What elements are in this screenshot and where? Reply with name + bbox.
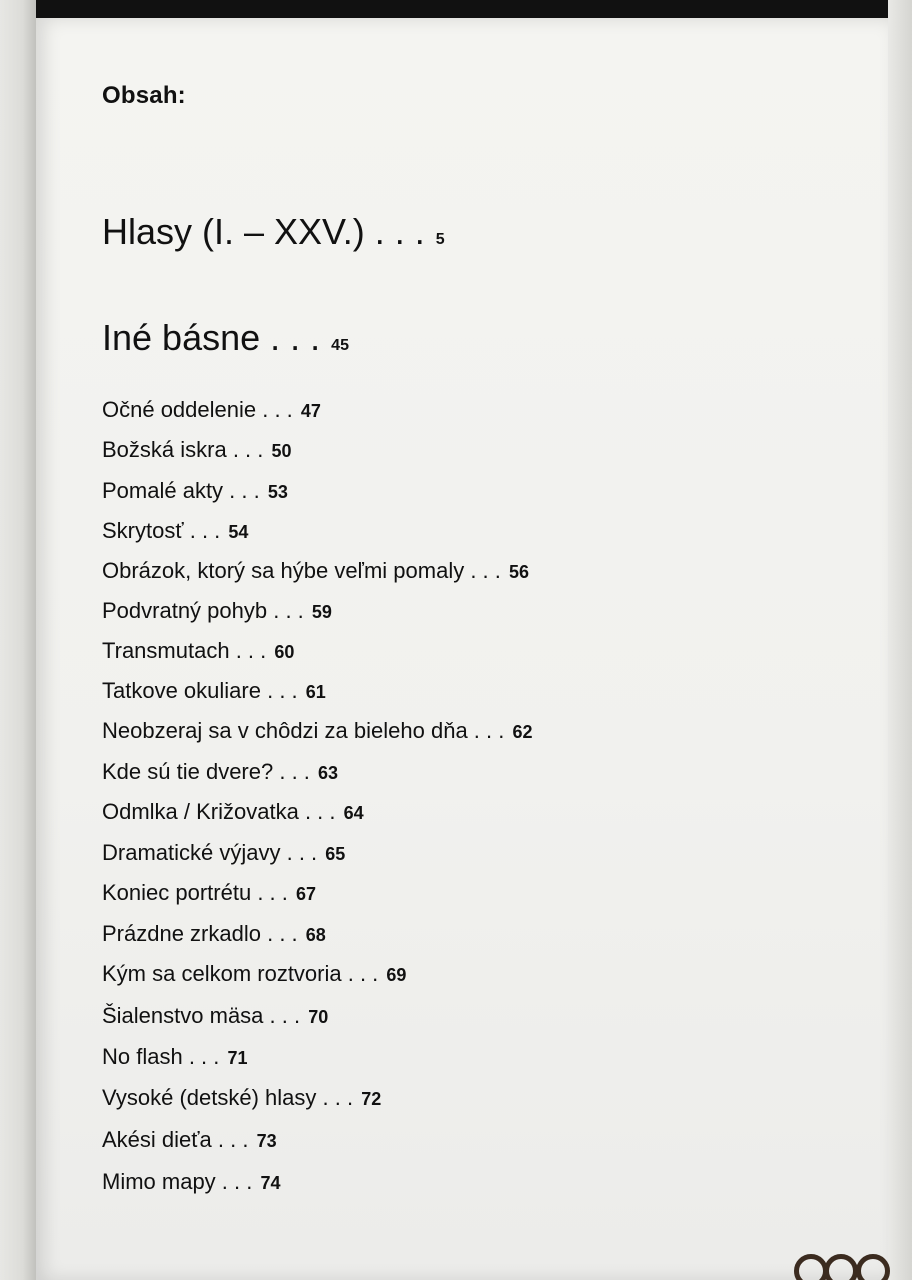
entry-title: No flash — [102, 1044, 183, 1069]
toc-entry — [102, 920, 326, 949]
entry-title: Neobzeraj sa v chôdzi za bieleho dňa — [102, 718, 468, 743]
section-dots: . . . — [260, 317, 321, 358]
entry-dots: . . . — [267, 598, 310, 623]
binding-ring — [824, 1254, 858, 1280]
entry-page-number: 72 — [361, 1089, 382, 1109]
entry-dots: . . . — [223, 478, 266, 503]
entry-dots: . . . — [260, 678, 304, 703]
toc-entry — [102, 436, 292, 465]
entry-dots: . . . — [280, 840, 324, 865]
entry-dots: . . . — [256, 397, 299, 422]
binding-ring — [794, 1254, 828, 1280]
book-left-edge — [0, 0, 38, 1280]
entry-title: Božská iskra — [102, 437, 227, 462]
entry-title: Podvratný pohyb — [102, 598, 268, 623]
toc-entry — [102, 1168, 281, 1197]
toc-entry — [102, 839, 345, 868]
entry-title: Kde sú tie dvere? — [102, 759, 274, 784]
toc-entry — [102, 637, 294, 666]
entry-dots: . . . — [229, 638, 273, 663]
entry-page-number: 70 — [308, 1007, 329, 1027]
entry-title: Kým sa celkom roztvoria — [102, 961, 342, 986]
entry-dots: . . . — [273, 759, 317, 784]
entry-dots: . . . — [263, 1003, 307, 1028]
entry-dots: . . . — [341, 961, 385, 986]
entry-page-number: 53 — [267, 482, 288, 502]
book-right-edge — [888, 0, 912, 1280]
entry-title: Koniec portrétu — [102, 880, 252, 905]
entry-dots: . . . — [298, 799, 342, 824]
entry-page-number: 56 — [509, 562, 530, 582]
toc-entry — [102, 597, 332, 626]
entry-page-number: 68 — [305, 925, 326, 945]
entry-title: Mimo mapy — [102, 1169, 216, 1194]
entry-title: Obrázok, ktorý sa hýbe veľmi pomaly — [102, 558, 465, 583]
entry-title: Odmlka / Križovatka — [102, 799, 299, 824]
toc-entry — [102, 1084, 381, 1113]
entry-title: Akési dieťa — [102, 1127, 212, 1152]
entry-page-number: 67 — [296, 884, 317, 904]
toc-entry — [102, 477, 288, 506]
entry-page-number: 60 — [274, 642, 295, 662]
section-title: Hlasy (I. – XXV.) — [102, 211, 365, 252]
entry-page-number: 62 — [512, 722, 533, 742]
entry-title: Prázdne zrkadlo — [102, 921, 261, 946]
toc-entry — [102, 960, 406, 989]
toc-entry — [102, 717, 533, 746]
toc-entry — [102, 1002, 328, 1031]
entry-title: Tatkove okuliare — [102, 678, 261, 703]
toc-entry — [102, 1126, 277, 1155]
entry-page-number: 47 — [300, 401, 321, 421]
entry-page-number: 74 — [260, 1173, 281, 1193]
toc-title: Obsah: — [102, 82, 186, 109]
toc-entry — [102, 557, 529, 586]
entry-page-number: 54 — [228, 522, 249, 542]
section-title: Iné básne — [102, 317, 261, 358]
entry-dots: . . . — [251, 880, 294, 905]
entry-title: Transmutach — [102, 638, 230, 663]
entry-title: Očné oddelenie — [102, 397, 257, 422]
entry-page-number: 59 — [311, 602, 332, 622]
entry-page-number: 65 — [325, 844, 346, 864]
entry-page-number: 61 — [305, 682, 326, 702]
entry-dots: . . . — [316, 1085, 360, 1110]
entry-dots: . . . — [182, 1044, 226, 1069]
toc-entry — [102, 677, 326, 706]
toc-entry — [102, 758, 338, 787]
entry-title: Vysoké (detské) hlasy — [102, 1085, 317, 1110]
section-page-number: 5 — [435, 231, 445, 248]
binding-ring — [856, 1254, 890, 1280]
entry-title: Skrytosť — [102, 518, 184, 543]
entry-page-number: 71 — [227, 1048, 248, 1068]
section-hlasy — [102, 212, 445, 260]
toc-entry — [102, 879, 316, 908]
spiral-binding — [794, 1256, 904, 1280]
section-dots: . . . — [364, 211, 425, 252]
toc-entry — [102, 798, 364, 827]
entry-dots: . . . — [464, 558, 508, 583]
entry-title: Pomalé akty — [102, 478, 224, 503]
toc-entry — [102, 517, 248, 546]
section-page-number: 45 — [331, 337, 349, 354]
top-dark-border — [36, 0, 912, 18]
toc-entry — [102, 396, 321, 425]
toc-entry — [102, 1043, 248, 1072]
entry-page-number: 64 — [343, 803, 364, 823]
entry-dots: . . . — [215, 1169, 259, 1194]
entry-title: Šialenstvo mäsa — [102, 1003, 264, 1028]
entry-page-number: 50 — [271, 441, 292, 461]
entry-dots: . . . — [183, 518, 227, 543]
entry-dots: . . . — [211, 1127, 255, 1152]
entry-dots: . . . — [260, 921, 304, 946]
entry-page-number: 73 — [256, 1131, 277, 1151]
entry-title: Dramatické výjavy — [102, 840, 281, 865]
section-ine-basne — [102, 318, 349, 366]
entry-page-number: 69 — [386, 965, 407, 985]
entry-dots: . . . — [226, 437, 270, 462]
entry-dots: . . . — [467, 718, 511, 743]
entry-page-number: 63 — [318, 763, 339, 783]
